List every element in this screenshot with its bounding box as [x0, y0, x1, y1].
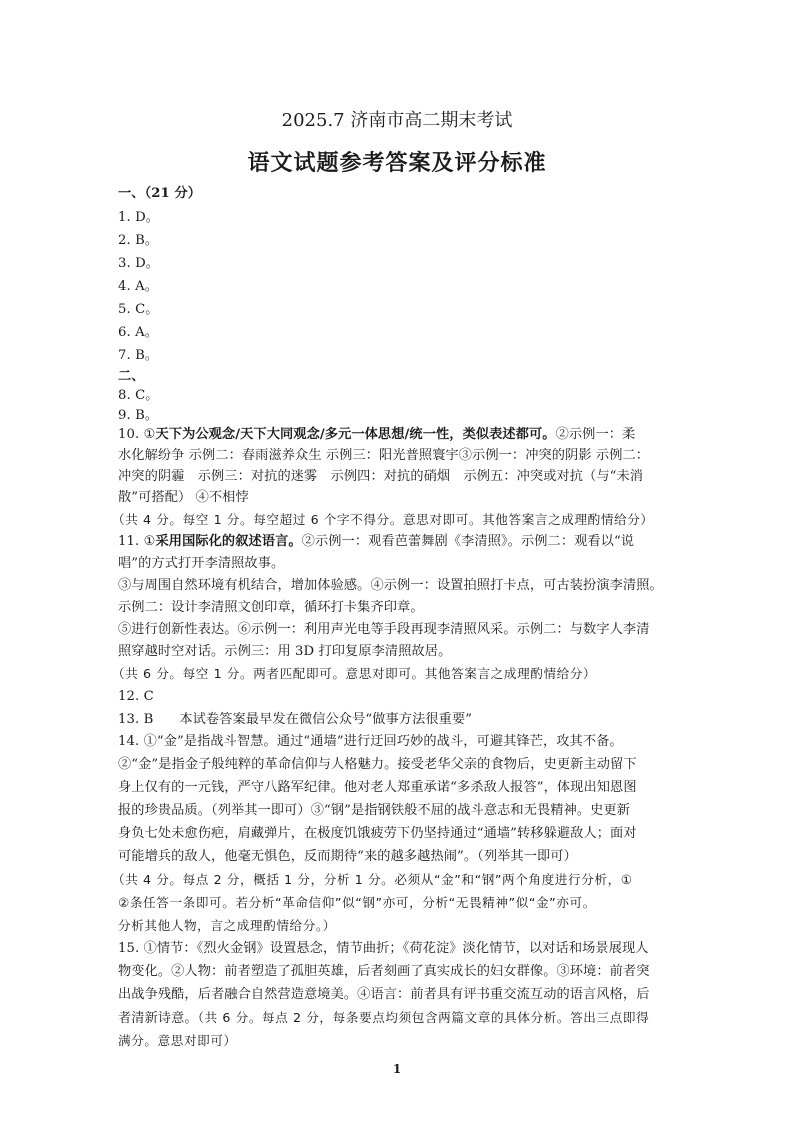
- answer-6: 6. A。: [118, 325, 158, 340]
- q15-line-4: [118, 1010, 649, 1027]
- q15-line-3: 出战争残酷，后者融合自然营造意境美。④语言：前者具有评书重交流互动的语言风格，后: [118, 987, 650, 1002]
- answer-8: 8. C。: [118, 388, 159, 403]
- q11-line-1: [118, 534, 634, 550]
- answer-7: 7. B。: [118, 348, 159, 363]
- q11-key-answer: 采用国际化的叙述语言。: [155, 534, 302, 549]
- q15-scoring-note: （共 6 分。每点 2 分，每条要点均须包含两篇文章的具体分析。答出三点即得: [197, 1010, 650, 1025]
- q15-line-1: 15. ①情节：《烈火金钢》设置悬念，情节曲折；《荷花淀》淡化情节，以对话和场景展现人: [118, 941, 649, 956]
- answer-9: 9. B。: [118, 408, 159, 423]
- q10-line-3: 冲突的阴霾 示例三：对抗的迷雾 示例四：对抗的硝烟 示例五：冲突或对抗（与“未消: [118, 469, 644, 484]
- q11-prefix: 11. ①: [118, 534, 156, 549]
- q15-line-2: 物变化。②人物：前者塑造了孤胆英雄，后者刻画了真实成长的妇女群像。③环境：前者突: [118, 964, 650, 979]
- page-number: 1: [392, 1062, 402, 1076]
- answer-4: 4. A。: [118, 279, 158, 294]
- q14-scoring-note-2: ②条任答一条即可。若分析“革命信仰”似“钢”亦可，分析“无畏精神”似“金”亦可。: [118, 895, 596, 910]
- q11-line-6: 照穿越时空对话。示例三：用 3D 打印复原李清照故居。: [118, 644, 452, 659]
- q11-line-5: ⑤进行创新性表达。⑥示例一：利用声光电等手段再现李清照风采。示例二：与数字人李清: [118, 622, 650, 637]
- answer-2: 2. B。: [118, 233, 159, 248]
- q13-line: [118, 712, 472, 728]
- q10-line-2: 水化解纷争 示例二：春雨滋养众生 示例三：阳光普照寰宇③示例一：冲突的阴影 示例二：: [118, 448, 650, 463]
- document-title: 语文试题参考答案及评分标准: [247, 150, 547, 176]
- q14-line-6: 可能增兵的敌人，他毫无惧色，反而期待“来的越多越热闹”。（列举其一即可）: [118, 849, 577, 864]
- exam-title: 2025.7 济南市高二期末考试: [281, 110, 513, 131]
- q14-line-1: 14. ①“金”是指战斗智慧。通过“通墙”进行迂回巧妙的战斗，可避其锋芒，攻其不备。: [118, 734, 623, 749]
- q11-scoring-note: （共 6 分。每空 1 分。两者匹配即可。意思对即可。其他答案言之成理酌情给分）: [112, 666, 597, 681]
- q10-scoring-note: （共 4 分。每空 1 分。每空超过 6 个字不得分。意思对即可。其他答案言之成理酌情给分）: [112, 512, 654, 527]
- q11-line-4: 示例二：设计李清照文创印章，循环打卡集齐印章。: [118, 600, 424, 615]
- q11-line-3: ③与周围自然环境有机结合，增加体验感。④示例一：设置拍照打卡点，可古装扮演李清照。: [118, 578, 663, 593]
- section-2-heading: 二、: [118, 369, 145, 384]
- q14-line-5: 身负七处未愈伤疤，肩藏弹片，在极度饥饿疲劳下仍坚持通过“通墙”转移躲避敌人；面对: [118, 826, 637, 841]
- q10-rest: ②示例一：柔: [555, 427, 636, 442]
- q10-line-4: 散”可搭配） ④不相悖: [118, 490, 249, 505]
- q10-key-answer: 天下为公观念/天下大同观念/多元一体思想/统一性，类似表述都可。: [155, 427, 556, 442]
- q14-scoring-note-3: 分析其他人物，言之成理酌情给分。）: [118, 918, 336, 933]
- q10-prefix: 10. ①: [118, 427, 156, 442]
- q14-line-2: ②“金”是指金子般纯粹的革命信仰与人格魅力。接受老华父亲的食物后，史更新主动留下: [118, 757, 637, 772]
- q12-answer: 12. C: [118, 689, 154, 704]
- q10-line-1: [118, 427, 635, 443]
- answer-3: 3. D。: [118, 256, 160, 271]
- q14-scoring-note-1: （共 4 分。每点 2 分，概括 1 分，分析 1 分。必须从“金”和“钢”两个角度进行分析，①: [112, 872, 633, 887]
- q15-line-4-main: 者清新诗意。: [118, 1011, 198, 1026]
- answer-5: 5. C。: [118, 302, 159, 317]
- q13-watermark-text: 本试卷答案最早发在微信公众号“做事方法很重要”: [179, 712, 473, 727]
- q11-line-2: 唱”的方式打开李清照故事。: [118, 556, 285, 571]
- answer-1: 1. D。: [118, 210, 160, 225]
- q14-line-3: 身上仅有的一元钱，严守八路军纪律。他对老人郑重承诺“多杀敌人报答”，体现出知恩图: [118, 780, 637, 795]
- q11-rest: ②示例一：观看芭蕾舞剧《李清照》。示例二：观看以“说: [301, 534, 635, 549]
- q15-scoring-note-end: 满分。意思对即可）: [118, 1033, 237, 1048]
- q13-answer: 13. B: [118, 712, 154, 727]
- q14-line-4: 报的珍贵品质。（列举其一即可）③“钢”是指钢铁般不屈的战斗意志和无畏精神。史更新: [118, 803, 631, 818]
- section-1-heading: 一、（21 分）: [118, 186, 202, 201]
